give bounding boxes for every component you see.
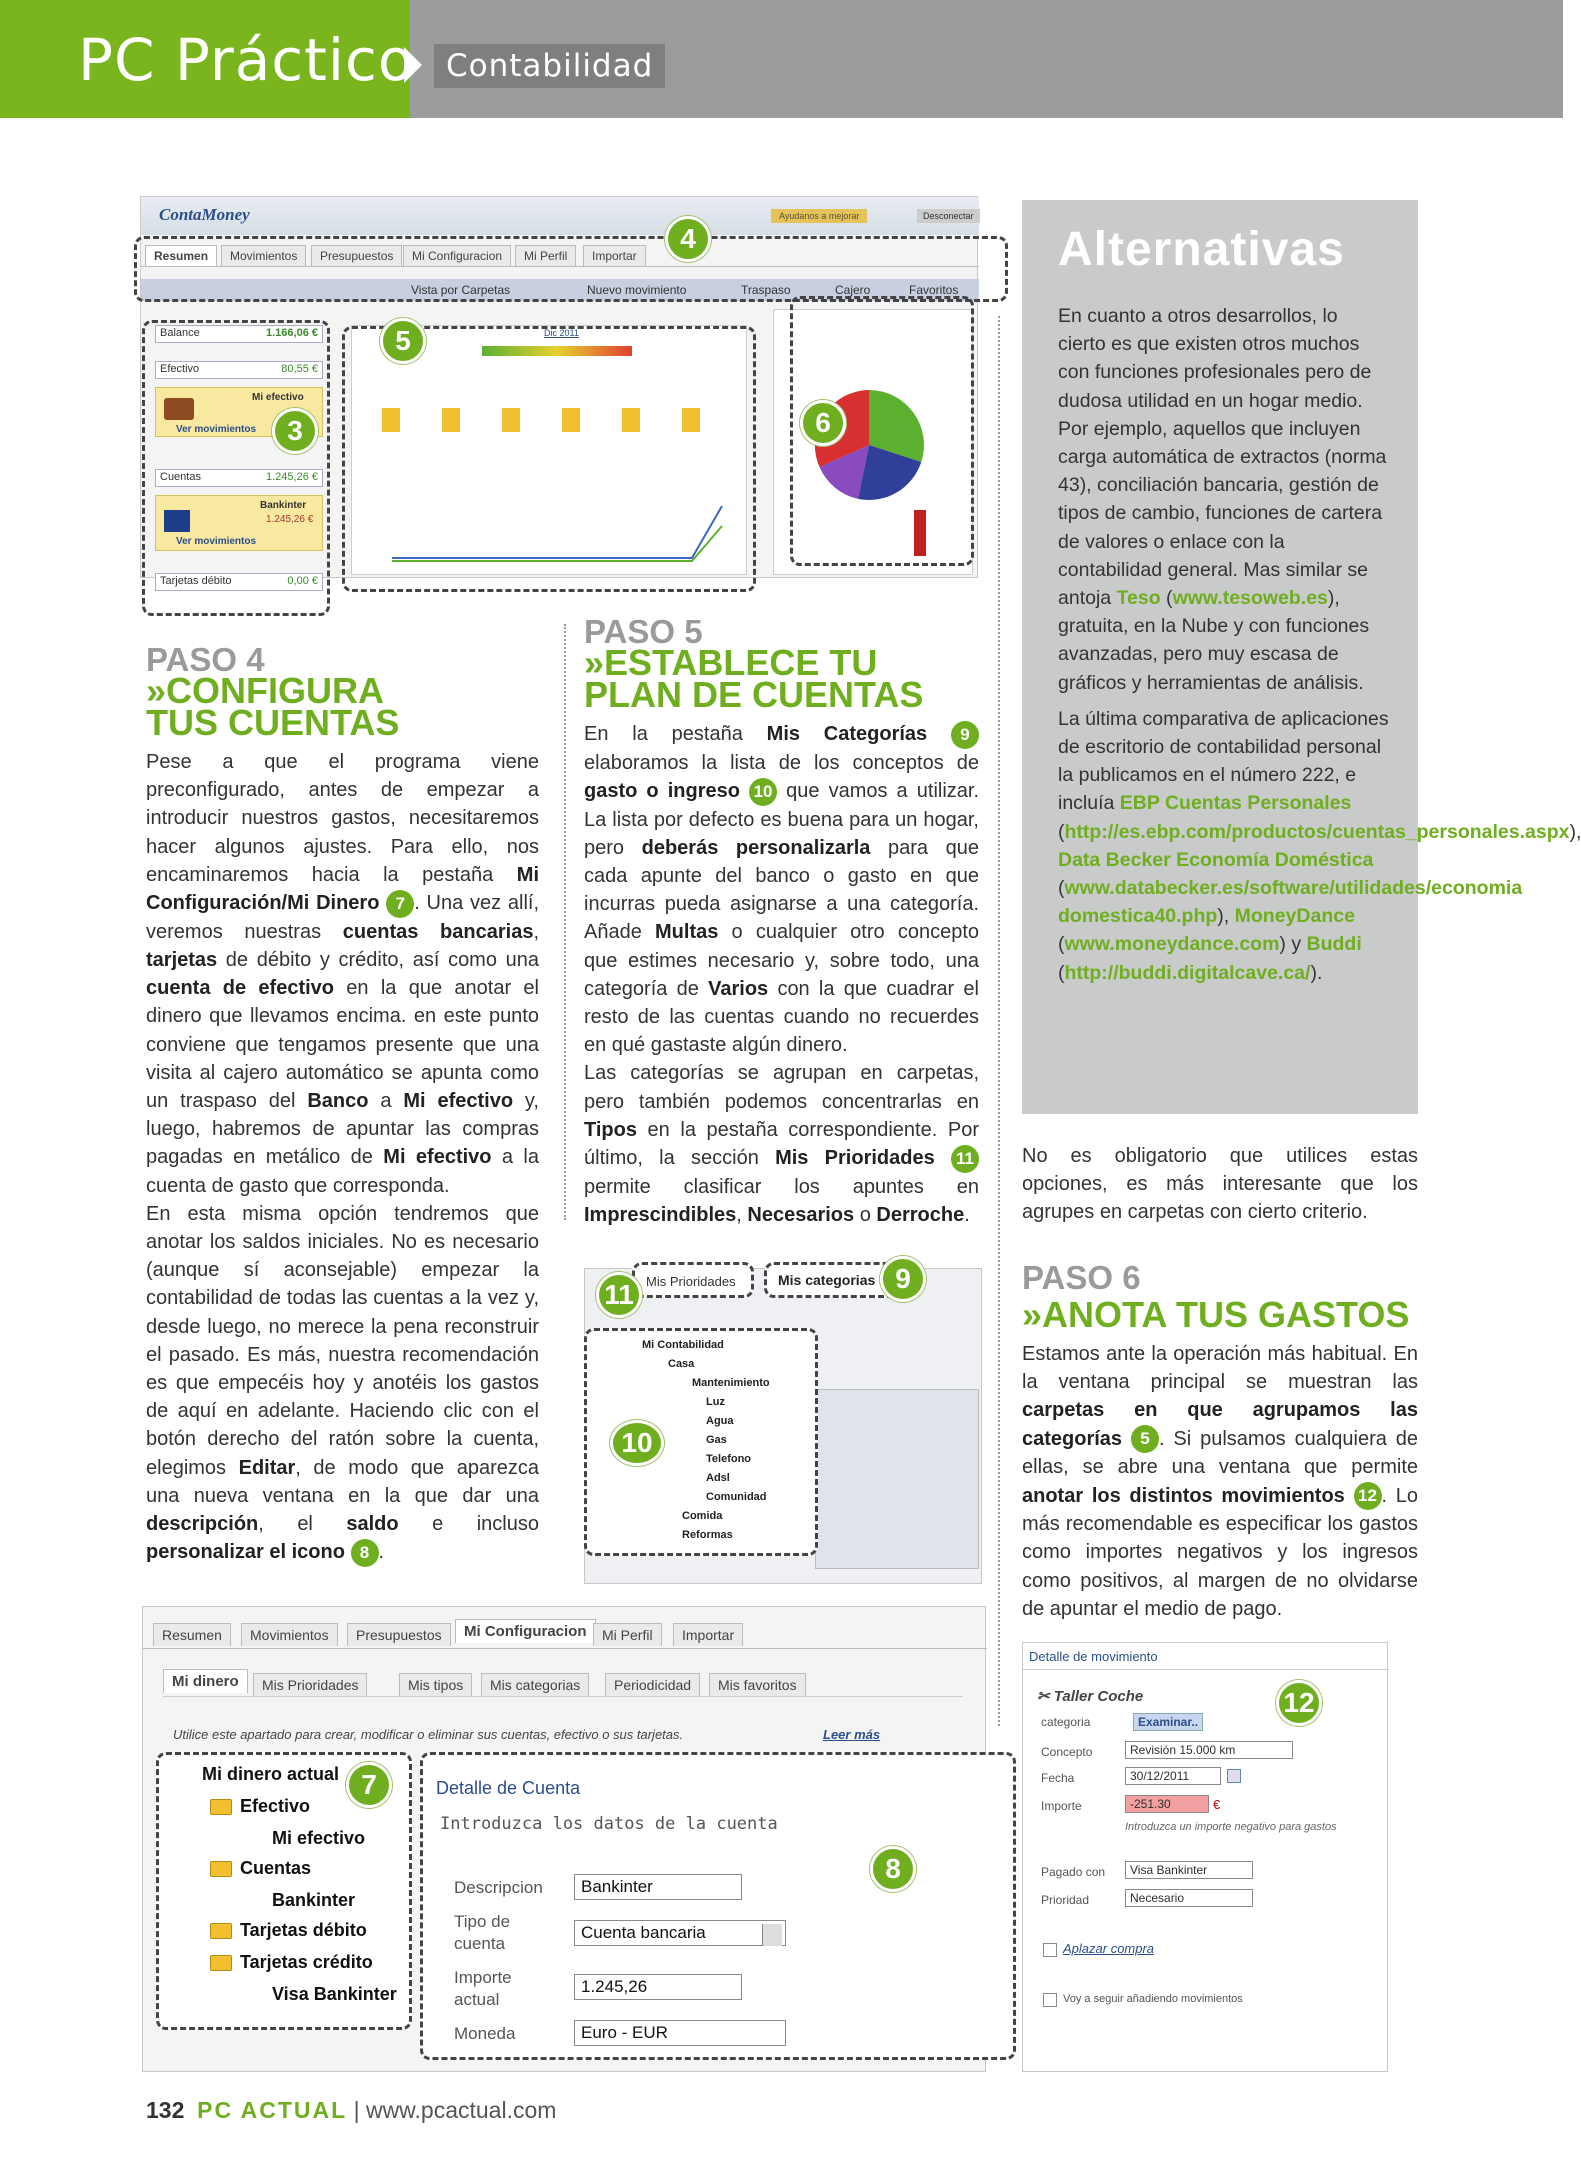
bank-name: Bankinter (260, 500, 307, 511)
concepto-input[interactable]: Revisión 15.000 km (1125, 1741, 1293, 1759)
tree-item-comida[interactable]: Comida (682, 1510, 723, 1522)
examinar-button[interactable]: Examinar.. (1133, 1713, 1203, 1731)
section-title: PC Práctico (78, 26, 415, 94)
callout-badge-10: 10 (610, 1420, 664, 1466)
tree-efectivo-label: Efectivo (240, 1796, 311, 1816)
cfg-tab-mi-configuracion[interactable]: Mi Configuracion (455, 1619, 596, 1643)
subtab-mis-tipos[interactable]: Mis tipos (399, 1673, 472, 1696)
pagado-select[interactable]: Visa Bankinter (1125, 1861, 1253, 1879)
inline-badge-12: 12 (1354, 1482, 1382, 1510)
dropdown-icon[interactable] (762, 1924, 782, 1946)
paso5-body: En la pestaña Mis Categorías 9 elaboramos la lista de los conceptos de gasto o ingreso 10 que vamos a utilizar. La lista por defecto es buena para un hogar, pero deberás personalizarla para que cada apunte del banco o gasto en que incurras pueda asignarse a una categoría. Añade Multas o cualquier otro concepto que estimes necesario y, sobre todo, una categoría de Varios con la que cuadrar el resto de las cuentas cuando no recuerdes en qué gastaste algún dinero. Las categorías se agrupan en carpetas, pero también podemos concentrarlas en Tipos en la pestaña correspondiente. Por último, la sección Mis Prioridades 11 permite clasificar los apuntes en Imprescindibles, Necesarios o Derroche. (584, 720, 979, 1229)
movement-name (1037, 1687, 1143, 1705)
inline-badge-5: 5 (1131, 1425, 1159, 1453)
subsection-title: Contabilidad (434, 44, 665, 88)
tree-item-telefono[interactable]: Telefono (706, 1453, 752, 1465)
callout-4-box (134, 236, 1008, 302)
tree-mi-dinero-actual[interactable]: Mi dinero actual (202, 1764, 340, 1784)
bank-value: 1.245,26 € (266, 514, 314, 525)
importe-input[interactable]: -251.30 (1125, 1795, 1209, 1813)
tree-mi-efectivo[interactable]: Mi efectivo (272, 1828, 366, 1848)
view-movements-link-2[interactable]: Ver movimientos (176, 536, 257, 547)
tipo-select[interactable]: Cuenta bancaria (574, 1920, 786, 1946)
tab-mis-categorias-label: Mis categorias (778, 1272, 876, 1288)
tree-item-luz[interactable]: Luz (706, 1396, 725, 1408)
cfg-tab-importar[interactable]: Importar (673, 1623, 743, 1646)
tab-importar[interactable]: Importar (583, 245, 646, 266)
callout-badge-5: 5 (380, 318, 426, 364)
tree-item-reformas[interactable]: Reformas (682, 1529, 733, 1541)
paso4-body: Pese a que el programa viene preconfigurado, antes de empezar a introducir nuestros gastos, necesitaremos hacer algunos ajustes. Para ello, nos encaminaremos hacia la pestaña Mi Configuración/Mi Dinero 7 . Una vez allí, veremos nuestras cuentas bancarias, tarjetas de débito y crédito, así como una cuenta de efectivo en la que anotar el dinero que llevamos encima. en este punto conviene que tengamos presente que una visita al cajero automático se apunta como un traspaso del Banco a Mi efectivo y, luego, habremos de apuntar las compras pagadas en metálico de Mi efectivo a la cuenta de gasto que corresponda. En esta misma opción tendremos que anotar los saldos iniciales. No es necesario (aunque sí aconsejable) empezar la contabilidad de todas las cuentas a la vez y, desde luego, no merece la pena reconstruir el pasado. Es más, nuestra recomendación es que empecéis hoy y anotéis los gastos de aquí en adelante. Haciendo clic con el botón derecho del ratón sobre la cuenta, elegimos Editar, de modo que aparezca una nueva ventana en la que dar una descripción, el saldo e incluso personalizar el icono 8 . (146, 748, 539, 1567)
paso4-title-line1: »CONFIGURA (146, 670, 385, 711)
tipo-label-line1: Tipo de (454, 1912, 511, 1931)
balance-label: Balance (160, 327, 200, 339)
calendar-icon[interactable] (1227, 1769, 1241, 1783)
tab-movimientos[interactable]: Movimientos (221, 245, 306, 266)
month-selector[interactable]: Dic 2011 (544, 328, 579, 338)
tarjetas-value: 0,00 € (287, 575, 318, 587)
tab-presupuestos[interactable]: Presupuestos (311, 245, 402, 266)
movement-detail-title: Detalle de movimiento (1029, 1649, 1158, 1664)
tree-item-agua[interactable]: Agua (706, 1415, 734, 1427)
alternatives-body: En cuanto a otros desarrollos, lo cierto es que existen otros muchos con funciones profesionales pero de dudosa utilidad en un hogar medio. Por ejemplo, aquellos que incluyen carga automática de extractos (norma 43), conciliación bancaria, gestión de tipos de cambio, funciones de cartera de valores o enlace con la contabilidad general. Mas similar se antoja Teso (www.tesoweb.es), gratuita, en la Nube y con funciones avanzadas, pero muy escasa de gráficos y herramientas de análisis. La última comparativa de aplicaciones de escritorio de contabilidad personal la publicamos en el número 222, e incluía EBP Cuentas Personales (http://es.ebp.com/productos/cuentas_personales.aspx), Data Becker Economía Doméstica (www.databecker.es/software/utilidades/economia domestica40.php), MoneyDance (www.moneydance.com) y Buddi (http://buddi.digitalcave.ca/). (1058, 305, 1581, 984)
folder-icon (210, 1861, 232, 1877)
callout-badge-3: 3 (272, 408, 318, 454)
cfg-tab-resumen[interactable]: Resumen (153, 1623, 231, 1646)
tree-efectivo[interactable] (210, 1796, 310, 1817)
categoria-label: categoria (1041, 1715, 1091, 1729)
paso6-body: Estamos ante la operación más habitual. En la ventana principal se muestran las carpetas en que agrupamos las categorías 5 . Si pulsamos cualquiera de ellas, se abre una ventana que permite anotar los distintos movimientos 12 . Lo más recomendable es especificar los gastos como importes negativos y los ingresos como positivos, al margen de no olvidarse de apuntar el medio de pago. (1022, 1343, 1418, 1620)
seguir-checkbox[interactable] (1043, 1993, 1057, 2007)
folder-icon (210, 1799, 232, 1815)
paso5-label: PASO 5 (584, 613, 703, 650)
euro-symbol: € (1213, 1797, 1221, 1812)
fecha-input[interactable]: 30/12/2011 (1125, 1767, 1221, 1785)
paso5-title-line1: »ESTABLECE TU (584, 642, 878, 683)
tipo-label-line2: cuenta (454, 1934, 506, 1953)
importe-label-line1: Importe (454, 1968, 512, 1987)
cfg-tab-mi-perfil[interactable]: Mi Perfil (593, 1623, 662, 1646)
fecha-label: Fecha (1041, 1771, 1075, 1785)
seguir-label: Voy a seguir añadiendo movimientos (1063, 1993, 1243, 2005)
tree-cuentas[interactable] (210, 1858, 311, 1879)
paso6-label: PASO 6 (1022, 1259, 1141, 1296)
tab-resumen[interactable]: Resumen (145, 245, 217, 266)
disconnect-button[interactable]: Desconectar (917, 209, 980, 223)
alternatives-note: No es obligatorio que utilices estas opciones, es más interesante que los agrupes en carpetas con cierto criterio. (1022, 1145, 1418, 1224)
importe-input[interactable]: 1.245,26 (574, 1974, 742, 2000)
tree-tarjetas-credito[interactable] (210, 1952, 373, 1973)
inline-badge-9: 9 (951, 721, 979, 749)
page-number: 132 (146, 2097, 185, 2123)
callout-badge-7: 7 (346, 1762, 392, 1808)
concepto-label: Concepto (1041, 1745, 1093, 1759)
alternatives-title: Alternativas (1058, 223, 1345, 276)
new-movement-button[interactable]: Nuevo movimiento (587, 283, 687, 297)
folder-icon (210, 1955, 232, 1971)
wallet-name: Mi efectivo (252, 392, 304, 403)
efectivo-label: Efectivo (160, 363, 200, 375)
efectivo-value: 80,55 € (281, 363, 318, 375)
movement-name-label: Taller Coche (1053, 1688, 1144, 1705)
inline-badge-8: 8 (351, 1539, 379, 1567)
category-tree (612, 1336, 770, 1545)
column-divider-2 (564, 624, 566, 1220)
tree-tarjetas-debito-label: Tarjetas débito (240, 1920, 367, 1940)
folder-icon (210, 1923, 232, 1939)
categories-panel (815, 1389, 979, 1569)
cuentas-label: Cuentas (160, 471, 201, 483)
cfg-tab-presupuestos[interactable]: Presupuestos (347, 1623, 451, 1646)
folder-view-button[interactable]: Vista por Carpetas (411, 283, 511, 297)
callout-badge-9: 9 (880, 1256, 926, 1302)
column-divider (998, 316, 1000, 1726)
paso4-label: PASO 4 (146, 641, 265, 678)
help-improve-button[interactable]: Ayudanos a mejorar (771, 209, 867, 223)
config-info-text: Utilice este apartado para crear, modificar o eliminar sus cuentas, efectivo o sus tarjetas. (173, 1727, 684, 1742)
tab-mis-prioridades-label: Mis Prioridades (646, 1274, 736, 1289)
tree-cuentas-label: Cuentas (240, 1858, 312, 1878)
config-tab-bar (143, 1617, 987, 1649)
subtab-mis-categorias[interactable]: Mis categorias (481, 1673, 589, 1696)
inline-badge-11: 11 (951, 1145, 979, 1173)
tool-icon: ✂ (1037, 1688, 1054, 1705)
favorites-button[interactable]: Favoritos (909, 283, 959, 297)
tab-mi-configuracion[interactable]: Mi Configuracion (403, 245, 511, 266)
tree-item-mantenimiento[interactable]: Mantenimiento (692, 1377, 770, 1389)
importe-hint: Introduzca un importe negativo para gastos (1125, 1821, 1337, 1833)
view-movements-link[interactable]: Ver movimientos (176, 424, 257, 435)
prioridad-select[interactable]: Necesario (1125, 1889, 1253, 1907)
moneda-label: Moneda (454, 2024, 516, 2043)
footer-url[interactable]: www.pcactual.com (365, 2097, 557, 2123)
transfer-button[interactable]: Traspaso (741, 283, 791, 297)
account-detail-intro: Introduzca los datos de la cuenta (440, 1814, 778, 1834)
callout-badge-6: 6 (800, 400, 846, 446)
footer-separator: | (353, 2097, 360, 2123)
moneda-select[interactable]: Euro - EUR (574, 2020, 786, 2046)
subtab-mis-prioridades[interactable]: Mis Prioridades (253, 1673, 367, 1696)
screenshot-movement-detail (1022, 1642, 1388, 2072)
tree-item-gas[interactable]: Gas (706, 1434, 727, 1446)
tarjetas-label: Tarjetas débito (160, 575, 232, 587)
page-footer (146, 2097, 556, 2124)
account-detail-title: Detalle de Cuenta (436, 1778, 581, 1798)
callout-3-box (142, 320, 330, 616)
subtab-periodicidad[interactable]: Periodicidad (605, 1673, 700, 1696)
paso6-title: »ANOTA TUS GASTOS (1022, 1294, 1410, 1335)
callout-badge-4: 4 (665, 216, 711, 262)
paso5-title-line2: PLAN DE CUENTAS (584, 674, 924, 715)
tree-item-mi-contabilidad[interactable]: Mi Contabilidad (642, 1339, 724, 1351)
tab-mi-perfil[interactable]: Mi Perfil (515, 245, 576, 266)
desc-label: Descripcion (454, 1878, 543, 1897)
tree-item-comunidad[interactable]: Comunidad (706, 1491, 767, 1503)
inline-badge-10: 10 (749, 778, 777, 806)
importe-label: Importe (1041, 1799, 1082, 1813)
cfg-tab-movimientos[interactable]: Movimientos (241, 1623, 338, 1646)
importe-label-line2: actual (454, 1990, 500, 2009)
aplazar-checkbox[interactable] (1043, 1943, 1057, 1957)
config-subtab-bar (163, 1667, 963, 1697)
subtab-mis-favoritos[interactable]: Mis favoritos (709, 1673, 806, 1696)
cuentas-value: 1.245,26 € (266, 471, 318, 483)
paso4-title-line2: TUS CUENTAS (146, 702, 400, 743)
callout-badge-12: 12 (1276, 1680, 1322, 1726)
prioridad-label: Prioridad (1041, 1893, 1090, 1907)
tree-tarjetas-credito-label: Tarjetas crédito (240, 1952, 373, 1972)
balance-value: 1.166,06 € (266, 327, 318, 339)
desc-input[interactable]: Bankinter (574, 1874, 742, 1900)
tree-item-adsl[interactable]: Adsl (706, 1472, 730, 1484)
tree-tarjetas-debito[interactable] (210, 1920, 367, 1941)
tree-item-casa[interactable]: Casa (668, 1358, 695, 1370)
callout-badge-11: 11 (596, 1272, 642, 1318)
divider (1023, 1669, 1389, 1670)
read-more-link[interactable]: Leer más (823, 1727, 881, 1742)
footer-brand: PC ACTUAL (197, 2097, 348, 2123)
atm-button[interactable]: Cajero (835, 283, 871, 297)
aplazar-link[interactable]: Aplazar compra (1063, 1941, 1155, 1956)
inline-badge-7: 7 (386, 890, 414, 918)
callout-5-box (342, 326, 756, 592)
app-logo: ContaMoney (159, 205, 250, 224)
tree-visa-bankinter[interactable]: Visa Bankinter (272, 1984, 397, 2004)
subtab-mi-dinero[interactable]: Mi dinero (163, 1669, 248, 1693)
pagado-label: Pagado con (1041, 1865, 1106, 1879)
chevron-right-icon (404, 47, 422, 83)
callout-badge-8: 8 (870, 1846, 916, 1892)
tree-bankinter[interactable]: Bankinter (272, 1890, 356, 1910)
